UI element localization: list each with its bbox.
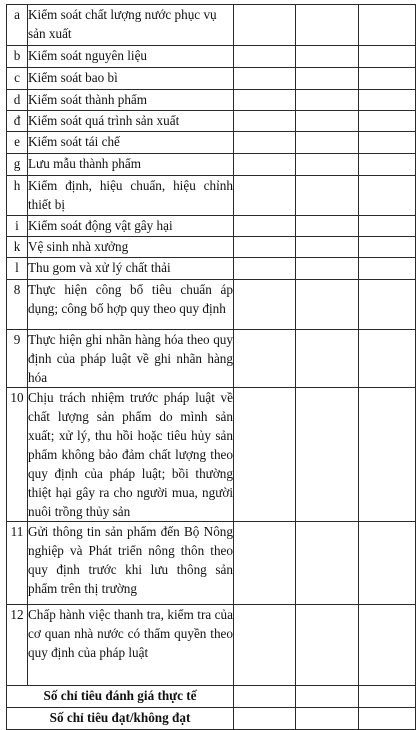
result-cell <box>359 708 416 730</box>
result-cell <box>359 258 416 280</box>
result-cell <box>359 216 416 237</box>
row-id: 9 <box>7 330 28 388</box>
result-cell <box>296 132 359 154</box>
row-criterion: Kiểm soát bao bì <box>28 68 234 90</box>
result-cell <box>359 686 416 708</box>
row-id: 11 <box>7 522 28 605</box>
table-row <box>7 280 416 330</box>
table-row <box>7 388 416 522</box>
summary-row-pass <box>7 708 416 730</box>
result-cell <box>359 237 416 258</box>
result-cell <box>359 388 416 522</box>
result-cell <box>234 90 296 111</box>
table-row <box>7 176 416 216</box>
table-row <box>7 330 416 388</box>
row-criterion: Kiểm soát quá trình sản xuất <box>28 111 234 132</box>
result-cell <box>359 280 416 330</box>
result-cell <box>296 176 359 216</box>
result-cell <box>234 280 296 330</box>
result-cell <box>234 605 296 686</box>
row-id: c <box>7 68 28 90</box>
result-cell <box>296 605 359 686</box>
table-row <box>7 237 416 258</box>
result-cell <box>359 605 416 686</box>
result-cell <box>296 708 359 730</box>
result-cell <box>234 708 296 730</box>
row-criterion: Kiểm soát chất lượng nước phục vụ sản xuất <box>28 5 234 46</box>
result-cell <box>234 5 296 46</box>
row-id: a <box>7 5 28 46</box>
row-id: i <box>7 216 28 237</box>
result-cell <box>234 522 296 605</box>
row-criterion: Thu gom và xử lý chất thải <box>28 258 234 280</box>
table-row <box>7 522 416 605</box>
row-id: b <box>7 46 28 68</box>
result-cell <box>296 388 359 522</box>
result-cell <box>296 90 359 111</box>
row-criterion: Lưu mẫu thành phẩm <box>28 154 234 176</box>
row-id: k <box>7 237 28 258</box>
row-criterion: Thực hiện công bố tiêu chuẩn áp dụng; công bố hợp quy theo quy định <box>28 280 234 330</box>
row-criterion: Chịu trách nhiệm trước pháp luật về chất lượng sản phẩm do mình sản xuất; xử lý, thu hồi hoặc tiêu hủy sản phẩm không bảo đảm chất lượng theo quy định của pháp luật; bồi thường thiệt hại gây ra cho người mua, người nuôi trồng thủy sản <box>28 388 234 522</box>
row-id: g <box>7 154 28 176</box>
row-criterion: Kiểm định, hiệu chuẩn, hiệu chỉnh thiết bị <box>28 176 234 216</box>
row-criterion: Gửi thông tin sản phẩm đến Bộ Nông nghiệp và Phát triển nông thôn theo quy định trước khi lưu thông sản phẩm trên thị trường <box>28 522 234 605</box>
result-cell <box>234 68 296 90</box>
row-criterion: Kiểm soát động vật gây hại <box>28 216 234 237</box>
result-cell <box>359 46 416 68</box>
result-cell <box>296 5 359 46</box>
row-criterion: Thực hiện ghi nhãn hàng hóa theo quy định của pháp luật về ghi nhãn hàng hóa <box>28 330 234 388</box>
result-cell <box>359 132 416 154</box>
table-row <box>7 46 416 68</box>
result-cell <box>359 330 416 388</box>
table-row <box>7 111 416 132</box>
result-cell <box>234 176 296 216</box>
summary-total-label: Số chỉ tiêu đánh giá thực tế <box>7 686 234 708</box>
row-id: đ <box>7 111 28 132</box>
result-cell <box>296 68 359 90</box>
table-row <box>7 216 416 237</box>
result-cell <box>296 258 359 280</box>
row-id: d <box>7 90 28 111</box>
table-row <box>7 90 416 111</box>
result-cell <box>234 132 296 154</box>
row-criterion: Kiểm soát nguyên liệu <box>28 46 234 68</box>
row-id: e <box>7 132 28 154</box>
summary-pass-label: Số chỉ tiêu đạt/không đạt <box>7 708 234 730</box>
row-criterion: Kiểm soát thành phẩm <box>28 90 234 111</box>
table-row <box>7 5 416 46</box>
result-cell <box>359 154 416 176</box>
row-id: h <box>7 176 28 216</box>
result-cell <box>359 111 416 132</box>
result-cell <box>296 154 359 176</box>
result-cell <box>234 388 296 522</box>
result-cell <box>296 111 359 132</box>
result-cell <box>296 330 359 388</box>
table-row <box>7 68 416 90</box>
table-row <box>7 605 416 686</box>
row-criterion: Kiểm soát tái chế <box>28 132 234 154</box>
summary-row-total <box>7 686 416 708</box>
result-cell <box>234 216 296 237</box>
result-cell <box>359 68 416 90</box>
result-cell <box>296 46 359 68</box>
result-cell <box>296 522 359 605</box>
result-cell <box>234 258 296 280</box>
table-row <box>7 154 416 176</box>
result-cell <box>234 154 296 176</box>
result-cell <box>234 686 296 708</box>
result-cell <box>234 46 296 68</box>
row-id: 10 <box>7 388 28 522</box>
evaluation-checklist-table <box>6 4 416 730</box>
result-cell <box>234 111 296 132</box>
result-cell <box>359 522 416 605</box>
checklist-body <box>7 5 416 730</box>
table-row <box>7 258 416 280</box>
result-cell <box>234 237 296 258</box>
result-cell <box>359 176 416 216</box>
result-cell <box>234 330 296 388</box>
table-row <box>7 132 416 154</box>
result-cell <box>296 686 359 708</box>
result-cell <box>296 216 359 237</box>
row-criterion: Chấp hành việc thanh tra, kiểm tra của cơ quan nhà nước có thẩm quyền theo quy định của pháp luật <box>28 605 234 686</box>
result-cell <box>296 280 359 330</box>
row-id: 8 <box>7 280 28 330</box>
result-cell <box>359 5 416 46</box>
row-id: l <box>7 258 28 280</box>
result-cell <box>296 237 359 258</box>
row-criterion: Vệ sinh nhà xưởng <box>28 237 234 258</box>
row-id: 12 <box>7 605 28 686</box>
result-cell <box>359 90 416 111</box>
